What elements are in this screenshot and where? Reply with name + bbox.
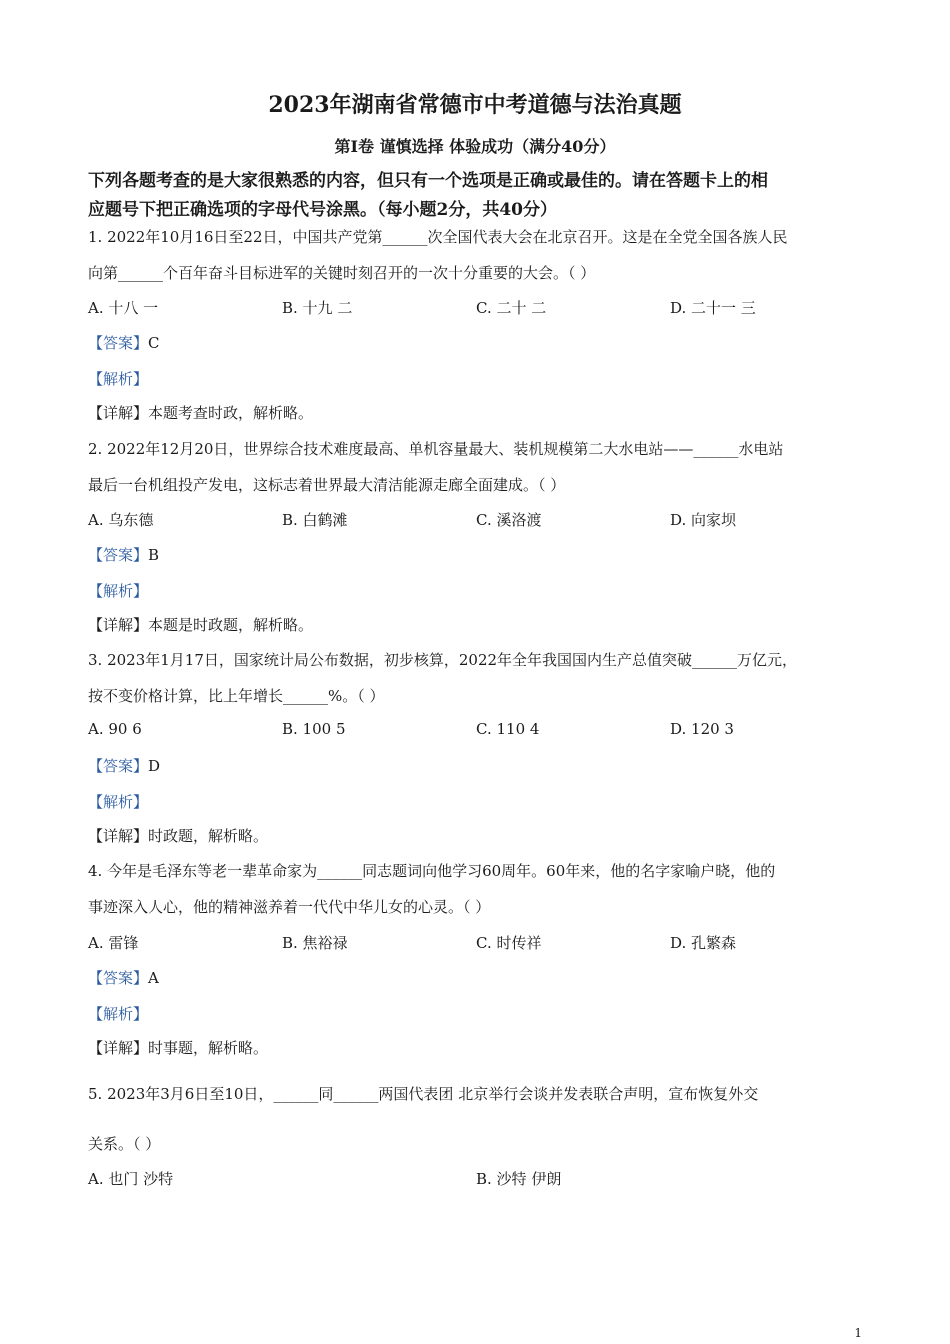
question-4-answer — [88, 967, 159, 988]
question-4-option-a: A. 雷锋 — [88, 934, 139, 952]
question-2-answer — [88, 544, 159, 565]
detail-tag: 【详解】 — [88, 616, 149, 634]
question-2-detail — [88, 614, 313, 635]
question-3-line-1: 3. 2023年1月17日，国家统计局公布数据，初步核算，2022年全年我国国内生产总值突破______万亿元， — [88, 651, 798, 669]
question-4-option-d: D. 孔繁森 — [670, 934, 737, 952]
question-3-line-2: 按不变价格计算，比上年增长______%。（ ） — [88, 687, 385, 705]
question-3-analysis-tag: 【解析】 — [88, 793, 149, 811]
instructions-line-2: 应题号下把正确选项的字母代号涂黑。（每小题2分，共40分） — [88, 200, 557, 220]
question-1-option-b: B. 十九 二 — [282, 299, 353, 317]
page-title: 2023年湖南省常德市中考道德与法治真题 — [268, 92, 682, 118]
question-3-option-b: B. 100 5 — [282, 720, 346, 738]
question-3-option-a: A. 90 6 — [88, 720, 142, 738]
question-2-line-2: 最后一台机组投产发电，这标志着世界最大清洁能源走廊全面建成。（ ） — [88, 476, 566, 494]
detail-text: 本题是时政题，解析略。 — [148, 616, 314, 634]
detail-text: 时事题，解析略。 — [148, 1039, 269, 1057]
question-3-option-c: C. 110 4 — [476, 720, 540, 738]
question-1-option-c: C. 二十 二 — [476, 299, 547, 317]
page-number: 1 — [854, 1326, 862, 1340]
question-1-line-2: 向第______个百年奋斗目标进军的关键时刻召开的一次十分重要的大会。（ ） — [88, 264, 596, 282]
question-2-option-d: D. 向家坝 — [670, 511, 737, 529]
question-5-line-2: 关系。（ ） — [88, 1135, 161, 1153]
question-4-line-2: 事迹深入人心，他的精神滋养着一代代中华儿女的心灵。（ ） — [88, 898, 491, 916]
answer-value: D — [148, 757, 161, 775]
question-2-line-1: 2. 2022年12月20日，世界综合技术难度最高、单机容量最大、装机规模第二大水电站——______水电站 — [88, 440, 784, 458]
question-4-option-b: B. 焦裕禄 — [282, 934, 348, 952]
question-2-analysis-tag: 【解析】 — [88, 582, 149, 600]
question-3-detail — [88, 825, 268, 846]
question-1-answer — [88, 332, 160, 353]
detail-tag: 【详解】 — [88, 404, 149, 422]
question-1-detail — [88, 402, 313, 423]
section-subtitle: 第Ⅰ卷 谨慎选择 体验成功（满分40分） — [334, 137, 616, 156]
question-4-option-c: C. 时传祥 — [476, 934, 542, 952]
question-1-option-d: D. 二十一 三 — [670, 299, 756, 317]
answer-value: B — [148, 546, 160, 564]
answer-tag: 【答案】 — [88, 757, 149, 775]
question-2-option-b: B. 白鹤滩 — [282, 511, 348, 529]
detail-tag: 【详解】 — [88, 827, 149, 845]
question-4-detail — [88, 1037, 268, 1058]
detail-text: 本题考查时政，解析略。 — [148, 404, 314, 422]
answer-tag: 【答案】 — [88, 969, 149, 987]
detail-text: 时政题，解析略。 — [148, 827, 269, 845]
question-4-analysis-tag: 【解析】 — [88, 1005, 149, 1023]
answer-value: A — [148, 969, 159, 987]
question-5-option-a: A. 也门 沙特 — [88, 1170, 174, 1188]
question-1-analysis-tag: 【解析】 — [88, 370, 149, 388]
question-3-option-d: D. 120 3 — [670, 720, 734, 738]
question-5-option-b: B. 沙特 伊朗 — [476, 1170, 562, 1188]
question-3-answer — [88, 755, 160, 776]
question-1-line-1: 1. 2022年10月16日至22日，中国共产党第______次全国代表大会在北京召开。这是在全党全国各族人民 — [88, 228, 788, 246]
question-2-option-a: A. 乌东德 — [88, 511, 154, 529]
answer-tag: 【答案】 — [88, 334, 149, 352]
question-5-line-1: 5. 2023年3月6日至10日，______同______两国代表团 北京举行会谈并发表联合声明，宣布恢复外交 — [88, 1085, 759, 1103]
question-2-option-c: C. 溪洛渡 — [476, 511, 542, 529]
answer-tag: 【答案】 — [88, 546, 149, 564]
answer-value: C — [148, 334, 160, 352]
detail-tag: 【详解】 — [88, 1039, 149, 1057]
question-4-line-1: 4. 今年是毛泽东等老一辈革命家为______同志题词向他学习60周年。60年来，他的名字家喻户晓，他的 — [88, 862, 776, 880]
instructions-line-1: 下列各题考查的是大家很熟悉的内容，但只有一个选项是正确或最佳的。请在答题卡上的相 — [88, 171, 768, 191]
question-1-option-a: A. 十八 一 — [88, 299, 159, 317]
